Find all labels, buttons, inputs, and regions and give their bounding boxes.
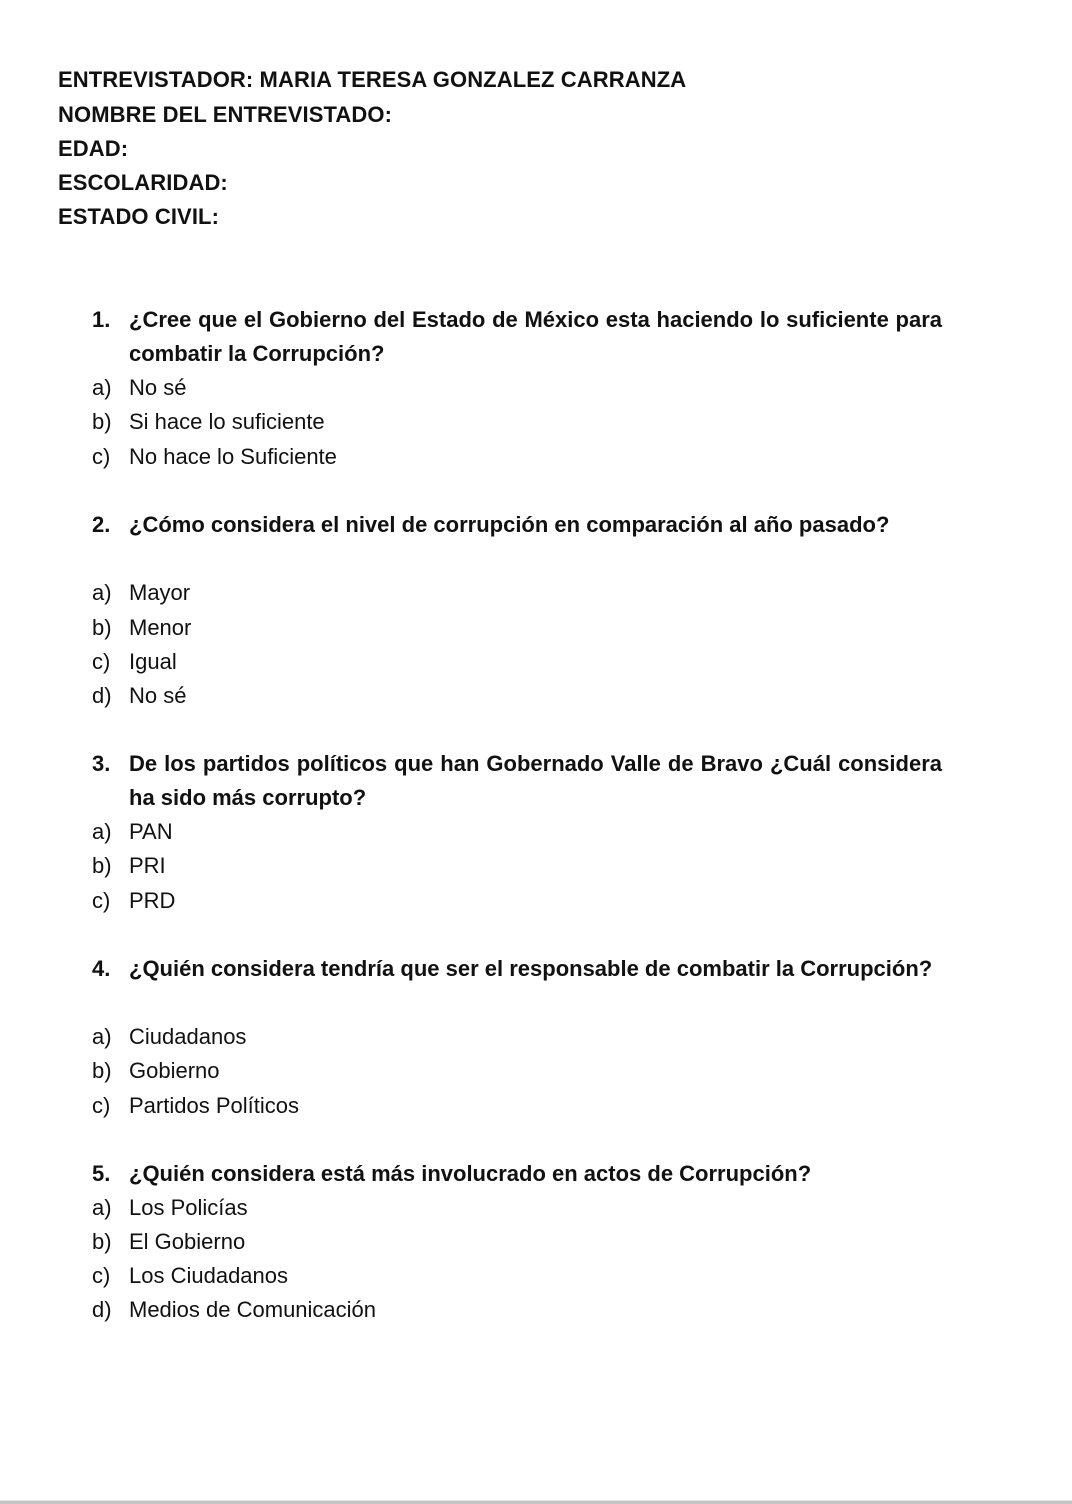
option-letter: c) — [92, 888, 111, 913]
option-text: Medios de Comunicación — [129, 1297, 377, 1322]
q1-option-c — [92, 442, 337, 472]
interviewer-line: ENTREVISTADOR: MARIA TERESA GONZALEZ CARRANZA — [58, 67, 687, 92]
option-text: No sé — [129, 375, 187, 400]
option-letter: c) — [92, 1263, 111, 1288]
q1-option-a — [92, 373, 186, 403]
q2-option-c — [92, 647, 177, 677]
interviewee-name-label: NOMBRE DEL ENTREVISTADO: — [58, 102, 393, 127]
question-3 — [92, 747, 942, 815]
q3-option-a — [92, 817, 173, 847]
q2-option-b — [92, 613, 191, 643]
schooling-label: ESCOLARIDAD: — [58, 170, 228, 195]
question-number: 4. — [92, 956, 111, 981]
option-text: Los Ciudadanos — [129, 1263, 289, 1288]
q5-option-c — [92, 1261, 288, 1291]
question-number: 5. — [92, 1161, 111, 1186]
option-letter: c) — [92, 649, 111, 674]
q3-option-c — [92, 886, 175, 916]
option-letter: c) — [92, 1093, 111, 1118]
q2-option-a — [92, 578, 190, 608]
q5-option-a — [92, 1193, 248, 1223]
question-number: 3. — [92, 751, 111, 776]
option-text: Si hace lo suficiente — [129, 409, 325, 434]
option-text: No sé — [129, 683, 187, 708]
option-text: PRD — [129, 888, 176, 913]
option-letter: a) — [92, 580, 112, 605]
q5-option-b — [92, 1227, 245, 1257]
option-text: Mayor — [129, 580, 191, 605]
option-text: PAN — [129, 819, 173, 844]
option-letter: b) — [92, 615, 112, 640]
option-letter: d) — [92, 1297, 112, 1322]
q2-option-d — [92, 681, 186, 711]
q4-option-a — [92, 1022, 246, 1052]
question-number: 1. — [92, 307, 111, 332]
option-letter: a) — [92, 375, 112, 400]
option-text: Igual — [129, 649, 177, 674]
question-5 — [92, 1157, 942, 1191]
option-letter: c) — [92, 444, 111, 469]
option-letter: a) — [92, 1195, 112, 1220]
q5-option-d — [92, 1295, 376, 1325]
question-text: ¿Cómo considera el nivel de corrupción en comparación al año pasado? — [129, 512, 890, 537]
question-text: De los partidos políticos que han Gobernado Valle de Bravo ¿Cuál considera ha sido más corrupto? — [129, 751, 942, 810]
age-label: EDAD: — [58, 136, 129, 161]
option-letter: a) — [92, 1024, 112, 1049]
question-text: ¿Quién considera tendría que ser el responsable de combatir la Corrupción? — [129, 956, 933, 981]
option-letter: b) — [92, 853, 112, 878]
question-4 — [92, 952, 942, 986]
option-text: No hace lo Suficiente — [129, 444, 337, 469]
question-2 — [92, 508, 942, 542]
q4-option-b — [92, 1056, 220, 1086]
question-text: ¿Quién considera está más involucrado en actos de Corrupción? — [129, 1161, 812, 1186]
option-text: Los Policías — [129, 1195, 248, 1220]
question-number: 2. — [92, 512, 111, 537]
option-letter: d) — [92, 683, 112, 708]
option-text: PRI — [129, 853, 166, 878]
option-text: Partidos Políticos — [129, 1093, 299, 1118]
q4-option-c — [92, 1091, 299, 1121]
question-1 — [92, 303, 942, 371]
option-text: Ciudadanos — [129, 1024, 247, 1049]
option-text: Menor — [129, 615, 192, 640]
q1-option-b — [92, 407, 325, 437]
option-letter: b) — [92, 1229, 112, 1254]
option-letter: b) — [92, 1058, 112, 1083]
option-text: Gobierno — [129, 1058, 220, 1083]
question-text: ¿Cree que el Gobierno del Estado de México esta haciendo lo suficiente para combatir la Corrupción? — [129, 307, 942, 366]
q3-option-b — [92, 851, 166, 881]
marital-status-label: ESTADO CIVIL: — [58, 204, 220, 229]
option-letter: b) — [92, 409, 112, 434]
option-text: El Gobierno — [129, 1229, 246, 1254]
option-letter: a) — [92, 819, 112, 844]
